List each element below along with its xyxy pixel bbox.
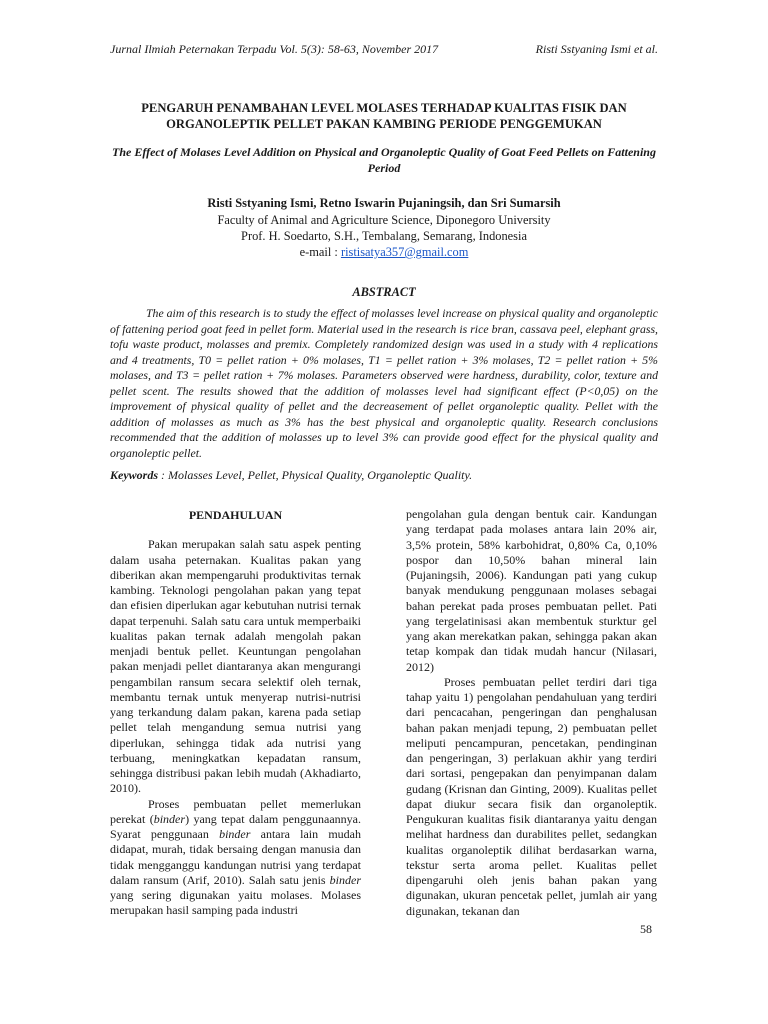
running-header xyxy=(110,42,658,57)
keywords-text: : Molasses Level, Pellet, Physical Quality, Organoleptic Quality. xyxy=(158,468,473,482)
affiliation xyxy=(110,212,658,260)
keywords-label: Keywords xyxy=(110,468,158,482)
email-label: e-mail : xyxy=(299,245,341,259)
right-column xyxy=(406,507,657,919)
page-number: 58 xyxy=(640,922,652,936)
paper-title: PENGARUH PENAMBAHAN LEVEL MOLASES TERHADAP KUALITAS FISIK DAN ORGANOLEPTIK PELLET PAKAN KAMBING PERIODE PENGGEMUKAN xyxy=(141,101,627,131)
email-link[interactable]: ristisatya357@gmail.com xyxy=(340,245,469,259)
email-line xyxy=(110,244,658,260)
running-author: Risti Sstyaning Ismi et al. xyxy=(535,42,658,56)
left-column xyxy=(110,507,361,919)
paragraph: Proses pembuatan pellet terdiri dari tiga tahap yaitu 1) pengolahan pendahuluan yang terdiri dari pencacahan, pengeringan dan penghalusan bahan pakan menjadi tepung, 2) pembuatan pellet meliputi pencampuran, pencetakan, pendinginan dan pengeringan, 3) perlakuan akhir yang terdiri dari sortasi, pengepakan dan penyimpanan dalam gudang (Krisnan dan Ginting, 2009). Kualitas pellet dapat diukur secara fisik dan organoleptik. Pengukuran kualitas fisik diantaranya yaitu dengan melihat hardness dan durabilites pellet, sedangkan kualitas organoleptik dilihat berdasarkan warna, tekstur serta aroma pellet. Kualitas pellet dipengaruhi oleh jenis bahan pakan yang digunakan, ukuran pencetak pellet, jumlah air yang digunakan, tekanan dan xyxy=(406,674,657,918)
term-binder: binder xyxy=(329,872,361,887)
paper-title-english: The Effect of Molases Level Addition on Physical and Organoleptic Quality of Goat Feed Pellets on Fattening Period xyxy=(112,145,656,175)
affiliation-line-1: Faculty of Animal and Agriculture Science, Diponegoro University xyxy=(217,213,551,227)
author-list: Risti Sstyaning Ismi, Retno Iswarin Pujaningsih, dan Sri Sumarsih xyxy=(207,196,561,210)
abstract-heading: ABSTRACT xyxy=(352,285,416,299)
keywords xyxy=(110,468,658,483)
journal-citation: Jurnal Ilmiah Peternakan Terpadu Vol. 5(3): 58-63, November 2017 xyxy=(110,42,439,56)
affiliation-line-2: Prof. H. Soedarto, S.H., Tembalang, Semarang, Indonesia xyxy=(241,229,527,243)
term-binder: binder xyxy=(219,827,251,841)
abstract-text: The aim of this research is to study the effect of molasses level increase on physical quality and organoleptic of fattening period goat feed in pellet form. Material used in the research is rice bran, cassava peel, elephant grass, tofu waste product, molasses and premix. Completely randomized design was used in a study with 4 replications and 4 treatments, T0 = pellet ration + 0% molases, T1 = pellet ration + 3% molases, T2 = pellet ration + 5% molases, and T3 = pellet ration + 7% molases. Parameters observed were hardness, durability, color, texture and pellet scent. The results showed that the addition of molasses level had significant effect (P<0,05) on the improvement of physical quality of pellet and the decreasement of pellet organoleptic quality. Pellet with the addition of molasses as much as 3% has the best physical and organoleptic quality. Research conclusions recommended that the addition of molasses up to level 3% can provide good effect for the physical quality and organoleptic pellet. xyxy=(110,306,658,460)
paragraph: Proses pembuatan pellet memerlukan perekat (binder) yang tepat dalam penggunaannya. Syarat penggunaan binder antara lain mudah didapat, murah, tidak bersaing dengan manusia dan tidak mengganggu kandungan nutrisi yang terdapat dalam ransum (Arif, 2010). Salah satu jenis binder yang sering digunakan yaitu molases. Molases merupakan hasil samping pada industri xyxy=(110,796,361,918)
paragraph: pengolahan gula dengan bentuk cair. Kandungan yang terdapat pada molases antara lain 20% air, 3,5% protein, 58% karbohidrat, 0,80% Ca, 0,10% pospor dan 10,50% bahan mineral lain (Pujaningsih, 2006). Kandungan pati yang cukup banyak mendukung penggunaan molases sebagai bahan perekat pada proses pembuatan pellet. Pati yang tergelatinisasi akan membentuk sturktur gel yang akan merekatkan pakan, sehingga pakan akan tetap kompak dan tidak mudah hancur (Nilasari, 2012) xyxy=(406,507,657,674)
paragraph: Pakan merupakan salah satu aspek penting dalam usaha peternakan. Kualitas pakan yang diberikan akan mempengaruhi produktivitas ternak kambing. Teknologi pengolahan pakan yang tepat dan efisien diperlukan agar kebutuhan nutrisi ternak dapat terpenuhi. Salah satu cara untuk memperbaiki kualitas pakan ternak adalah mengolah pakan menjadi bentuk pellet. Keuntungan pengolahan pakan menjadi pellet diantaranya akan mengurangi pengambilan ransum secara selektif oleh ternak, membantu ternak untuk menyerap nutrisi-nutrisi yang terkandung dalam pakan, karena pada setiap pellet telah mengandung semua nutrisi yang diperlukan, sehingga tidak ada nutrisi yang terbuang, meningkatkan kepadatan ransum, sehingga distribusi pakan lebih mudah (Akhadiarto, 2010). xyxy=(110,537,361,796)
term-binder: binder xyxy=(153,811,186,826)
section-heading: PENDAHULUAN xyxy=(188,508,283,522)
